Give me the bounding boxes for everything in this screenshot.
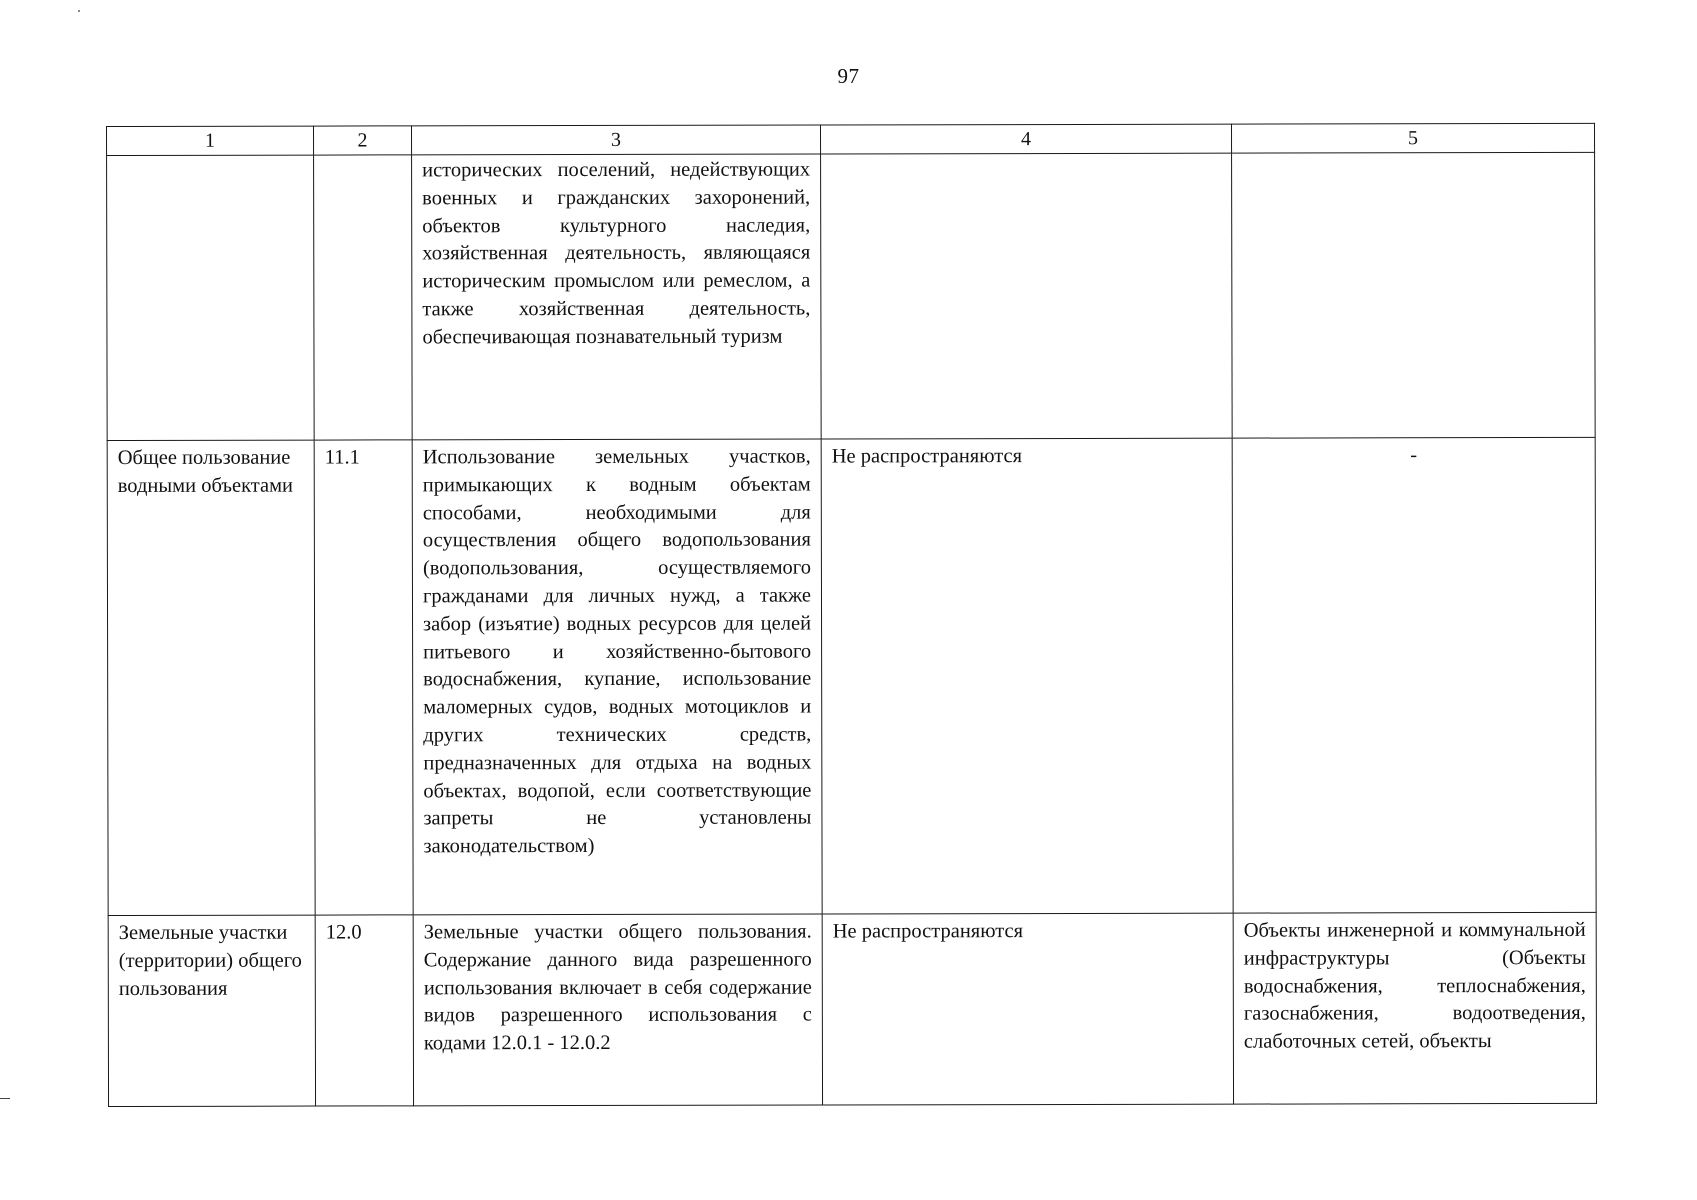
use-name-cell: Земельные участки (территории) общего пользования [108,915,315,1106]
use-description-cell [412,154,822,440]
table-row [107,152,1596,440]
use-code-cell [314,155,413,440]
column-5-cell [1232,152,1596,438]
use-name-cell [107,155,315,440]
column-header: 4 [820,124,1231,154]
page-number: 97 [837,64,860,88]
regulations-table [106,123,1597,1107]
column-header: 3 [412,125,821,155]
margin-mark [0,1098,10,1099]
use-description-text: исторических поселений, недействующих военных и гражданских захоронений, объектов культурного наследия, хозяйственная деятельность, являющаяся историческим промыслом или ремеслом, а также хозяйственная деятельность, обеспечивающая познавательный туризм [422,158,811,349]
use-code-cell: 11.1 [314,440,413,915]
column-header: 1 [107,126,314,155]
column-4-cell [821,153,1233,439]
use-code-cell: 12.0 [315,915,413,1106]
use-name-cell: Общее пользование водными объектами [107,440,315,915]
scan-speck [78,10,80,12]
column-5-cell [1232,437,1596,913]
use-description-cell: Земельные участки общего пользования. Содержание данного вида разрешенного использования включает в себя содержание видов разрешенного использования с кодами 12.0.1 - 12.0.2 [413,914,822,1106]
dash-placeholder: - [1410,444,1418,467]
table-row [108,912,1596,1106]
column-5-cell: Объекты инженерной и коммунальной инфраструктуры (Объекты водоснабжения, теплоснабжения, газоснабжения, водоотведения, слаботочных сетей, объекты [1233,912,1596,1104]
use-description-cell: Использование земельных участков, примыкающих к водным объектам способами, необходимыми для осуществления общего водопользования (водопользования, осуществляемого гражданами для личных нужд, а также забор (изъятие) водных ресурсов для целей питьевого и хозяйственно-бытового водоснабжения, купание, использование маломерных судов, водных мотоциклов и других технических средств, предназначенных для отдыха на водных объектах, водопой, если соответствующие запреты не установлены законодательством) [412,439,822,915]
column-header: 5 [1231,123,1594,153]
table-row [107,437,1596,915]
column-header: 2 [314,126,412,155]
column-4-cell: Не распространяются [822,913,1233,1105]
table-header-row [107,123,1595,155]
column-4-cell: Не распространяются [821,438,1233,914]
